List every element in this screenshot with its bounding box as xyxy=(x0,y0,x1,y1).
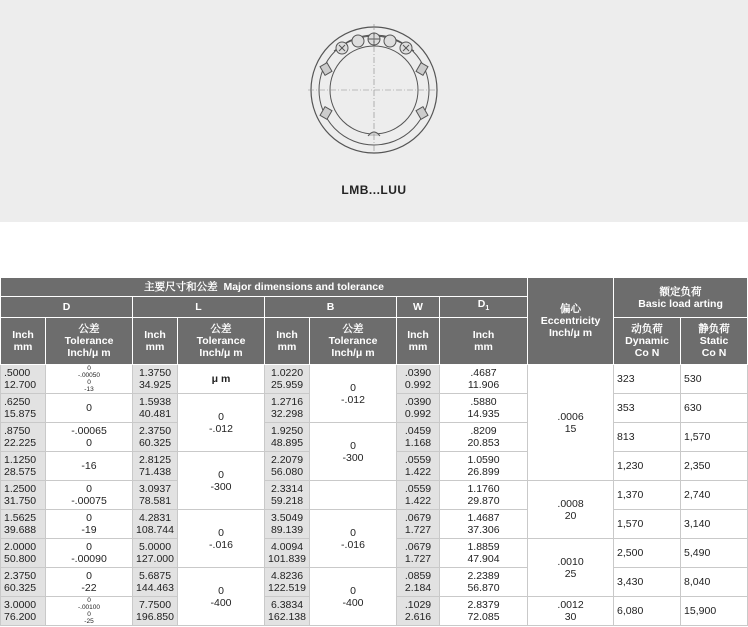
l-tolerance-unit: μ m xyxy=(178,365,265,394)
linear-bearing-diagram xyxy=(300,16,448,166)
static-load: 8,040 xyxy=(681,568,748,597)
l-inch-mm-header: Inch mm xyxy=(133,318,178,365)
static-load: 2,740 xyxy=(681,481,748,510)
dynamic-load: 1,230 xyxy=(614,452,681,481)
d1-value: 2.2389 56.870 xyxy=(440,568,528,597)
l-tolerance-header: 公差 Tolerance Inch/μ m xyxy=(178,318,265,365)
d1-inch-mm-header: Inch mm xyxy=(440,318,528,365)
dynamic-load: 1,370 xyxy=(614,481,681,510)
b-value: 2.2079 56.080 xyxy=(265,452,310,481)
d-tolerance: 0 -.00075 xyxy=(46,481,133,510)
d1-value: .4687 11.906 xyxy=(440,365,528,394)
static-load-header: 静负荷 Static Co N xyxy=(681,318,748,365)
w-value: .0679 1.727 xyxy=(397,539,440,568)
w-value: .0459 1.168 xyxy=(397,423,440,452)
static-load: 5,490 xyxy=(681,539,748,568)
d-tolerance: -.00065 0 xyxy=(46,423,133,452)
d-tolerance: 0 -.00090 xyxy=(46,539,133,568)
eccentricity-value: .0006 15 xyxy=(528,365,614,481)
dynamic-load: 2,500 xyxy=(614,539,681,568)
w-value: .0390 0.992 xyxy=(397,365,440,394)
l-value: 4.2831 108.744 xyxy=(133,510,178,539)
table-row xyxy=(1,510,748,539)
d-tolerance: 0 -.00100 0 -25 xyxy=(46,597,133,626)
b-tolerance-blank xyxy=(310,481,397,510)
static-load: 2,350 xyxy=(681,452,748,481)
table-row xyxy=(1,568,748,597)
l-tolerance: 0 -.016 xyxy=(178,510,265,568)
d-tolerance-header: 公差 Tolerance Inch/μ m xyxy=(46,318,133,365)
d-value: 3.0000 76.200 xyxy=(1,597,46,626)
static-load: 3,140 xyxy=(681,510,748,539)
d1-value: .5880 14.935 xyxy=(440,394,528,423)
major-dimensions-header: 主要尺寸和公差 Major dimensions and tolerance xyxy=(1,278,528,297)
col-l-header: L xyxy=(133,297,265,318)
table-row xyxy=(1,481,748,510)
dimension-table xyxy=(0,277,748,626)
l-value: 1.5938 40.481 xyxy=(133,394,178,423)
b-value: 3.5049 89.139 xyxy=(265,510,310,539)
l-value: 5.0000 127.000 xyxy=(133,539,178,568)
d-inch-mm-header: Inch mm xyxy=(1,318,46,365)
b-tolerance: 0 -.012 xyxy=(310,365,397,423)
b-inch-mm-header: Inch mm xyxy=(265,318,310,365)
b-value: 1.2716 32.298 xyxy=(265,394,310,423)
d-value: .5000 12.700 xyxy=(1,365,46,394)
d1-value: 1.1760 29.870 xyxy=(440,481,528,510)
figure-caption: LMB...LUU xyxy=(341,183,407,197)
w-value: .0559 1.422 xyxy=(397,452,440,481)
d-value: 2.0000 50.800 xyxy=(1,539,46,568)
static-load: 530 xyxy=(681,365,748,394)
d-value: 1.5625 39.688 xyxy=(1,510,46,539)
static-load: 15,900 xyxy=(681,597,748,626)
static-load: 1,570 xyxy=(681,423,748,452)
d1-value: 2.8379 72.085 xyxy=(440,597,528,626)
dynamic-load: 1,570 xyxy=(614,510,681,539)
l-value: 5.6875 144.463 xyxy=(133,568,178,597)
dynamic-load-header: 动负荷 Dynamic Co N xyxy=(614,318,681,365)
b-value: 1.0220 25.959 xyxy=(265,365,310,394)
dynamic-load: 813 xyxy=(614,423,681,452)
d-tolerance: 0 -19 xyxy=(46,510,133,539)
l-tolerance: 0 -400 xyxy=(178,568,265,626)
b-value: 6.3834 162.138 xyxy=(265,597,310,626)
b-tolerance-header: 公差 Tolerance Inch/μ m xyxy=(310,318,397,365)
dynamic-load: 323 xyxy=(614,365,681,394)
eccentricity-value: .0010 25 xyxy=(528,539,614,597)
l-value: 2.3750 60.325 xyxy=(133,423,178,452)
eccentricity-value: .0012 30 xyxy=(528,597,614,626)
w-value: .0859 2.184 xyxy=(397,568,440,597)
d-tolerance: 0 -22 xyxy=(46,568,133,597)
b-value: 2.3314 59.218 xyxy=(265,481,310,510)
d1-value: 1.8859 47.904 xyxy=(440,539,528,568)
d1-value: .8209 20.853 xyxy=(440,423,528,452)
eccentricity-value: .0008 20 xyxy=(528,481,614,539)
static-load: 630 xyxy=(681,394,748,423)
w-value: .0679 1.727 xyxy=(397,510,440,539)
table-row xyxy=(1,365,748,394)
w-value: .1029 2.616 xyxy=(397,597,440,626)
d-value: 2.3750 60.325 xyxy=(1,568,46,597)
d-value: .8750 22.225 xyxy=(1,423,46,452)
d1-value: 1.0590 26.899 xyxy=(440,452,528,481)
l-tolerance: 0 -.012 xyxy=(178,394,265,452)
b-value: 4.0094 101.839 xyxy=(265,539,310,568)
w-inch-mm-header: Inch mm xyxy=(397,318,440,365)
w-value: .0390 0.992 xyxy=(397,394,440,423)
d1-value: 1.4687 37.306 xyxy=(440,510,528,539)
eccentricity-header: 偏心 Eccentricity Inch/μ m xyxy=(528,278,614,365)
d-value: .6250 15.875 xyxy=(1,394,46,423)
l-value: 2.8125 71.438 xyxy=(133,452,178,481)
d-tolerance: 0 -.00050 0 -13 xyxy=(46,365,133,394)
col-b-header: B xyxy=(265,297,397,318)
bearing-figure-panel xyxy=(0,0,748,222)
table-row xyxy=(1,423,748,452)
b-tolerance: 0 -400 xyxy=(310,568,397,626)
col-w-header: W xyxy=(397,297,440,318)
l-value: 7.7500 196.850 xyxy=(133,597,178,626)
d-value: 1.1250 28.575 xyxy=(1,452,46,481)
l-value: 3.0937 78.581 xyxy=(133,481,178,510)
col-d1-header: $D_1$ xyxy=(440,297,528,318)
b-tolerance: 0 -300 xyxy=(310,423,397,481)
basic-load-header: 额定负荷 Basic load arting xyxy=(614,278,748,318)
d-tolerance: 0 xyxy=(46,394,133,423)
b-value: 1.9250 48.895 xyxy=(265,423,310,452)
col-d-header: D xyxy=(1,297,133,318)
dynamic-load: 6,080 xyxy=(614,597,681,626)
dynamic-load: 3,430 xyxy=(614,568,681,597)
l-value: 1.3750 34.925 xyxy=(133,365,178,394)
d-value: 1.2500 31.750 xyxy=(1,481,46,510)
dynamic-load: 353 xyxy=(614,394,681,423)
l-tolerance: 0 -300 xyxy=(178,452,265,510)
w-value: .0559 1.422 xyxy=(397,481,440,510)
d-tolerance: -16 xyxy=(46,452,133,481)
b-tolerance: 0 -.016 xyxy=(310,510,397,568)
b-value: 4.8236 122.519 xyxy=(265,568,310,597)
